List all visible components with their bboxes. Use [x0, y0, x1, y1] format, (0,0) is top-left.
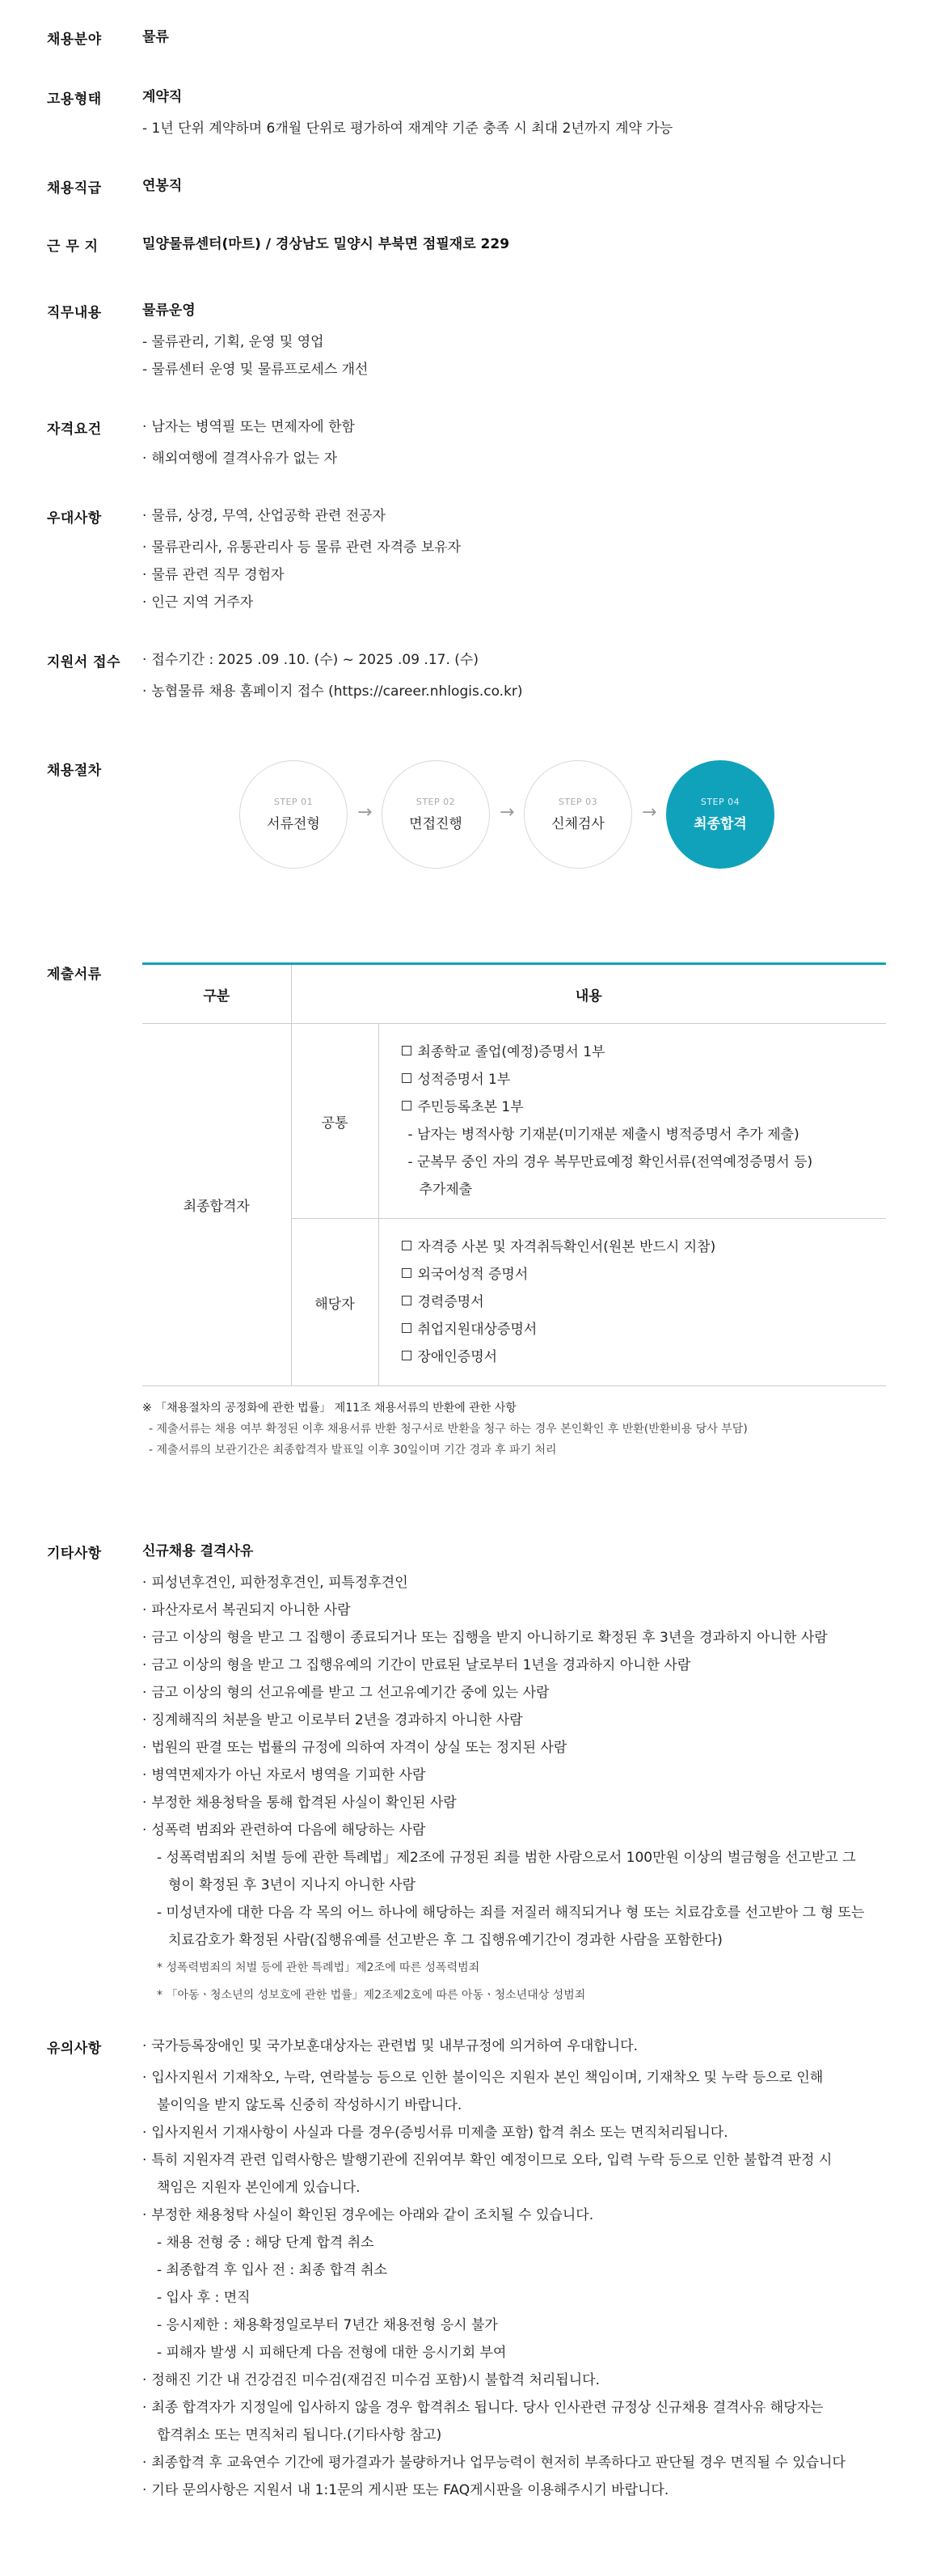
- step-title: 신체검사: [551, 816, 605, 832]
- common-items: [378, 1024, 886, 1219]
- step-4: [666, 760, 774, 869]
- rank-value: 연봉직: [142, 178, 183, 194]
- list-item: 취업지원대상증명서: [402, 1316, 887, 1343]
- duty-value: 물류운영: [142, 302, 196, 319]
- list-item: 주민등록초본 1부: [402, 1093, 887, 1121]
- list-item: 불이익을 받지 않도록 신중히 작성하시기 바랍니다.: [157, 2097, 462, 2113]
- other-heading: 신규채용 결격사유: [142, 1543, 254, 1559]
- applicable-items: [378, 1219, 886, 1386]
- step-title: 최종합격: [694, 816, 747, 832]
- list-item: 장애인증명서: [402, 1343, 887, 1371]
- list-item: · 인근 지역 거주자: [142, 589, 886, 616]
- documents-table: [142, 962, 886, 1386]
- list-item: · 최종 합격자가 지정일에 입사하지 않을 경우 합격취소 됩니다. 당사 인사관련 규정상 신규채용 결격사유 해당자는: [142, 2394, 886, 2422]
- list-item: - 입사 후 : 면직: [157, 2290, 251, 2306]
- step-2: [382, 760, 490, 869]
- application-site: · 농협물류 채용 홈페이지 접수 (https://career.nhlogis.co.kr): [142, 678, 886, 705]
- section-label: 근 무 지: [47, 239, 99, 255]
- list-item: · 입사지원서 기재착오, 누락, 연락불능 등으로 인한 불이익은 지원자 본인 책임이며, 기재착오 및 누락 등으로 인해: [142, 2064, 886, 2092]
- list-item: - 군복무 중인 자의 경우 복무만료예정 확인서류(전역예정증명서 등): [407, 1154, 813, 1170]
- section-label: 제출서류: [47, 967, 102, 983]
- group-label: 최종합격자: [142, 1024, 291, 1386]
- note: * 「아동ㆍ청소년의 성보호에 관한 법률」제2조제2호에 따른 아동ㆍ청소년대상 성범죄: [157, 1989, 586, 2002]
- step-number: STEP 04: [700, 797, 740, 807]
- list-item: · 부정한 채용청탁 사실이 확인된 경우에는 아래와 같이 조치될 수 있습니다.: [142, 2202, 886, 2229]
- list-item: - 물류센터 운영 및 물류프로세스 개선: [142, 362, 369, 378]
- list-item: · 부정한 채용청탁을 통해 합격된 사실이 확인된 사람: [142, 1789, 886, 1817]
- list-item: · 금고 이상의 형을 받고 그 집행유예의 기간이 만료된 날로부터 1년을 경과하지 아니한 사람: [142, 1652, 886, 1679]
- process-steps: [239, 760, 837, 873]
- list-item: · 금고 이상의 형의 선고유예를 받고 그 선고유예기간 중에 있는 사람: [142, 1679, 886, 1707]
- employment-value: 계약직: [142, 89, 183, 105]
- step-3: [524, 760, 632, 869]
- list-item: 외국어성적 증명서: [402, 1261, 887, 1288]
- section-label: 기타사항: [47, 1546, 102, 1562]
- list-item: · 국가등록장애인 및 국가보훈대상자는 관련법 및 내부규정에 의거하여 우대합니다.: [142, 2037, 886, 2056]
- list-item: · 피성년후견인, 피한정후견인, 피특정후견인: [142, 1569, 886, 1597]
- common-label: 공통: [291, 1024, 378, 1219]
- list-item: 경력증명서: [402, 1288, 887, 1316]
- list-item: · 남자는 병역필 또는 면제자에 한함: [142, 417, 886, 437]
- list-item: - 물류관리, 기획, 운영 및 영업: [142, 334, 324, 350]
- list-item: · 물류관리사, 유통관리사 등 물류 관련 자격증 보유자: [142, 534, 886, 561]
- list-item: 추가제출: [419, 1182, 473, 1198]
- section-label: 채용절차: [47, 763, 102, 779]
- list-item: 형이 확정된 후 3년이 지나지 아니한 사람: [168, 1877, 415, 1893]
- list-item: · 정해진 기간 내 건강검진 미수검(재검진 미수검 포함)시 불합격 처리됩니다.: [142, 2367, 886, 2394]
- step-number: STEP 03: [558, 797, 598, 807]
- list-item: - 최종합격 후 입사 전 : 최종 합격 취소: [157, 2262, 387, 2278]
- list-item: - 응시제한 : 채용확정일로부터 7년간 채용전형 응시 불가: [157, 2317, 498, 2333]
- list-item: · 징계해직의 처분을 받고 이로부터 2년을 경과하지 아니한 사람: [142, 1707, 886, 1734]
- list-item: 성적증명서 1부: [402, 1066, 887, 1093]
- list-item: 최종학교 졸업(예정)증명서 1부: [402, 1038, 887, 1066]
- applicable-label: 해당자: [291, 1219, 378, 1386]
- list-item: - 남자는 병적사항 기재분(미기재분 제출시 병적증명서 추가 제출): [407, 1127, 799, 1143]
- field-value: 물류: [142, 29, 169, 45]
- step-number: STEP 01: [273, 797, 314, 807]
- step-title: 서류전형: [267, 816, 320, 832]
- col-header-category: 구분: [142, 964, 291, 1024]
- list-item: - 미성년자에 대한 다음 각 목의 어느 하나에 해당하는 죄를 저질러 해직되거나 형 또는 치료감호를 선고받아 그 형 또는: [157, 1905, 865, 1921]
- list-item: 합격취소 또는 면직처리 됩니다.(기타사항 참고): [157, 2427, 442, 2443]
- arrow-right-icon: →: [642, 802, 657, 823]
- note: ※ 「채용절차의 공정화에 관한 법률」 제11조 채용서류의 반환에 관한 사항: [142, 1402, 517, 1415]
- section-label: 자격요건: [47, 421, 102, 438]
- list-item: · 파산자로서 복권되지 아니한 사람: [142, 1597, 886, 1624]
- note: - 제출서류는 채용 여부 확정된 이후 채용서류 반환 청구서로 반환을 청구 하는 경우 본인확인 후 반환(반환비용 당사 부담): [149, 1423, 748, 1436]
- location-value: 밀양물류센터(마트) / 경상남도 밀양시 부북면 점필재로 229: [142, 236, 510, 252]
- documents-notes: [142, 1398, 886, 1461]
- list-item: - 피해자 발생 시 피해단계 다음 전형에 대한 응시기회 부여: [157, 2345, 507, 2361]
- list-item: - 성폭력범죄의 처벌 등에 관한 특례법」제2조에 규정된 죄를 범한 사람으로서 100만원 이상의 벌금형을 선고받고 그: [157, 1850, 856, 1866]
- employment-detail: - 1년 단위 계약하며 6개월 단위로 평가하여 재계약 기준 충족 시 최대 2년까지 계약 가능: [142, 121, 673, 137]
- note: - 제출서류의 보관기간은 최종합격자 발표일 이후 30일이며 기간 경과 후 파기 처리: [149, 1444, 557, 1457]
- section-label: 유의사항: [47, 2041, 102, 2057]
- list-item: · 최종합격 후 교육연수 기간에 평가결과가 불량하거나 업무능력이 현저히 부족하다고 판단될 경우 면직될 수 있습니다: [142, 2449, 886, 2477]
- section-label: 채용직급: [47, 180, 102, 197]
- list-item: - 채용 전형 중 : 해당 단계 합격 취소: [157, 2235, 374, 2251]
- note: * 성폭력범죄의 처벌 등에 관한 특례법」제2조에 따른 성폭력범죄: [157, 1961, 480, 1974]
- list-item: · 물류, 상경, 무역, 산업공학 관련 전공자: [142, 506, 886, 526]
- list-item: 치료감호가 확정된 사람(집행유예를 선고받은 후 그 집행유예기간이 경과한 사람을 포함한다): [168, 1932, 723, 1948]
- list-item: · 물류 관련 직무 경험자: [142, 561, 886, 589]
- arrow-right-icon: →: [357, 802, 373, 823]
- list-item: 자격증 사본 및 자격취득확인서(원본 반드시 지참): [402, 1233, 887, 1261]
- step-1: [239, 760, 348, 869]
- arrow-right-icon: →: [500, 802, 515, 823]
- list-item: · 입사지원서 기재사항이 사실과 다를 경우(증빙서류 미제출 포함) 합격 취소 또는 면직처리됩니다.: [142, 2119, 886, 2147]
- section-label: 우대사항: [47, 510, 102, 527]
- step-title: 면접진행: [409, 816, 462, 832]
- list-item: 책임은 지원자 본인에게 있습니다.: [157, 2180, 361, 2196]
- col-header-content: 내용: [291, 964, 886, 1024]
- section-label: 채용분야: [47, 32, 102, 48]
- application-period: · 접수기간 : 2025 .09 .10. (수) ~ 2025 .09 .17. (수): [142, 650, 886, 670]
- list-item: · 병역면제자가 아닌 자로서 병역을 기피한 사람: [142, 1762, 886, 1789]
- list-item: · 기타 문의사항은 지원서 내 1:1문의 게시판 또는 FAQ게시판을 이용해주시기 바랍니다.: [142, 2477, 886, 2504]
- list-item: · 해외여행에 결격사유가 없는 자: [142, 445, 886, 472]
- list-item: · 특히 지원자격 관련 입력사항은 발행기관에 진위여부 확인 예정이므로 오타, 입력 누락 등으로 인한 불합격 판정 시: [142, 2147, 886, 2174]
- section-label: 지원서 접수: [47, 654, 121, 670]
- list-item: · 금고 이상의 형을 받고 그 집행이 종료되거나 또는 집행을 받지 아니하기로 확정된 후 3년을 경과하지 아니한 사람: [142, 1624, 886, 1652]
- step-number: STEP 02: [415, 797, 456, 807]
- section-label: 직무내용: [47, 305, 102, 321]
- list-item: · 법원의 판결 또는 법률의 규정에 의하여 자격이 상실 또는 정지된 사람: [142, 1734, 886, 1762]
- list-item: · 성폭력 범죄와 관련하여 다음에 해당하는 사람: [142, 1817, 886, 1844]
- section-label: 고용형태: [47, 91, 102, 108]
